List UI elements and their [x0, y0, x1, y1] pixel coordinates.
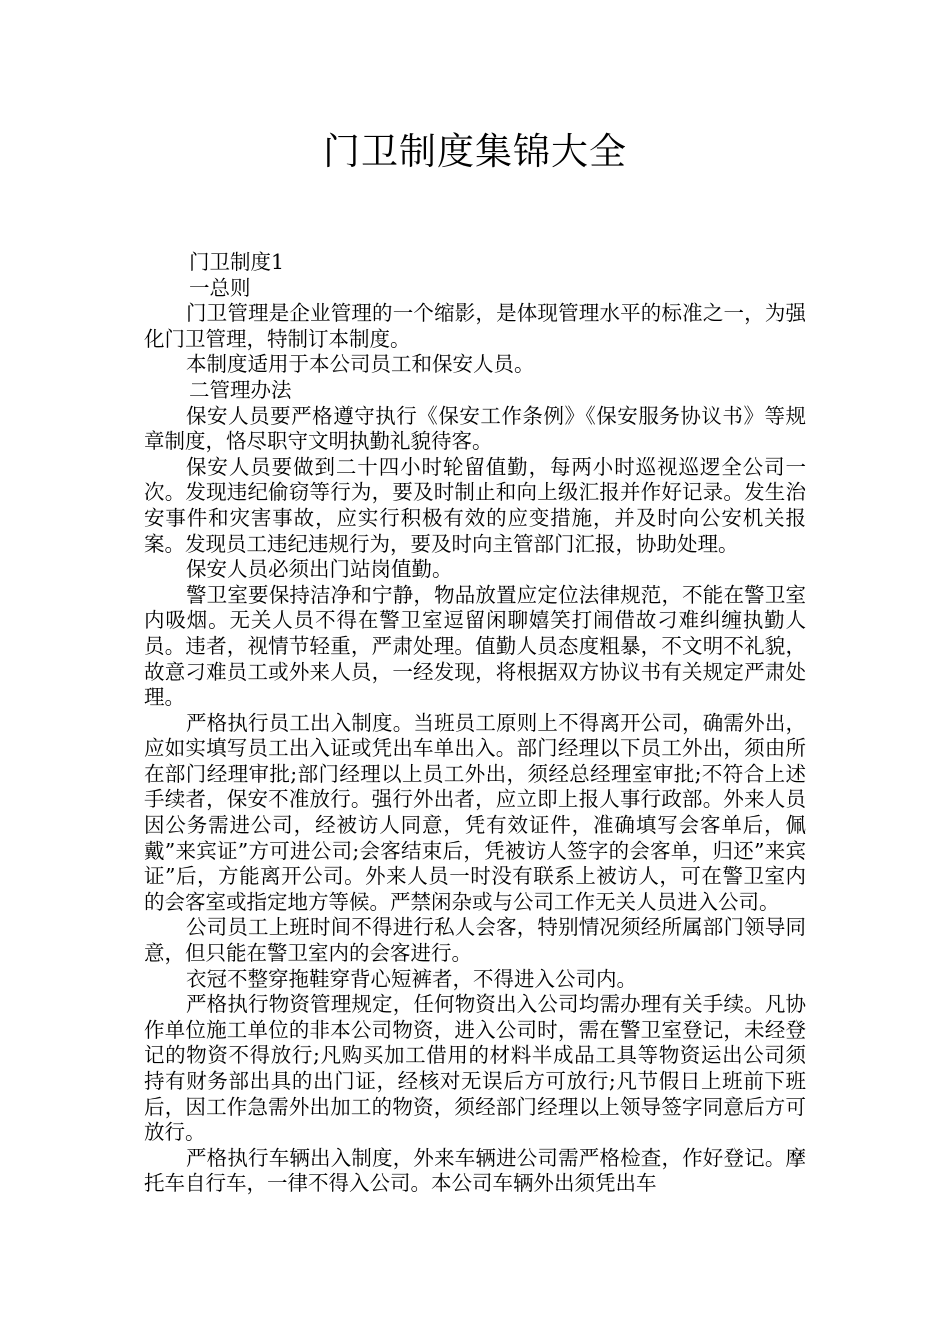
paragraph: 严格执行物资管理规定，任何物资出入公司均需办理有关手续。凡协作单位施工单位的非本公司物资，进入公司时，需在警卫室登记，未经登记的物资不得放行;凡购买加工借用的材料半成品工具等物资运出公司须持有财务部出具的出门证，经核对无误后方可放行;凡节假日上班前下班后，因工作急需外出加工的物资，须经部门经理以上领导签字同意后方可放行。: [144, 992, 806, 1145]
paragraph: 保安人员要做到二十四小时轮留值勤，每两小时巡视巡逻全公司一次。发现违纪偷窃等行为，要及时制止和向上级汇报并作好记录。发生治安事件和灾害事故，应实行积极有效的应变措施，并及时向公安机关报案。发现员工违纪违规行为，要及时向主管部门汇报，协助处理。: [144, 454, 806, 556]
paragraph: 保安人员要严格遵守执行《保安工作条例》《保安服务协议书》等规章制度，恪尽职守文明执勤礼貌待客。: [144, 403, 806, 454]
paragraph: 本制度适用于本公司员工和保安人员。: [186, 352, 535, 377]
paragraph: 严格执行员工出入制度。当班员工原则上不得离开公司，确需外出，应如实填写员工出入证或凭出车单出入。部门经理以下员工外出，须由所在部门经理审批;部门经理以上员工外出，须经总经理室审批;不符合上述手续者，保安不准放行。强行外出者，应立即上报人事行政部。外来人员因公务需进公司，经被访人同意，凭有效证件，准确填写会客单后，佩戴”来宾证”方可进公司;会客结束后，凭被访人签字的会客单，归还”来宾证”后，方能离开公司。外来人员一时没有联系上被访人，可在警卫室内的会客室或指定地方等候。严禁闲杂或与公司工作无关人员进入公司。: [144, 710, 806, 914]
section-label: 门卫制度1: [189, 250, 285, 274]
heading-management-methods: 二管理办法: [189, 377, 292, 402]
paragraph: 公司员工上班时间不得进行私人会客，特别情况须经所属部门领导同意，但只能在警卫室内的会客进行。: [144, 915, 806, 966]
paragraph: 严格执行车辆出入制度，外来车辆进公司需严格检查，作好登记。摩托车自行车，一律不得入公司。本公司车辆外出须凭出车: [144, 1145, 806, 1196]
paragraph: 警卫室要保持洁净和宁静，物品放置应定位法律规范，不能在警卫室内吸烟。无关人员不得在警卫室逗留闲聊嬉笑打闹借故刁难纠缠执勤人员。违者，视情节轻重，严肃处理。值勤人员态度粗暴，不文明不礼貌，故意刁难员工或外来人员，一经发现，将根据双方协议书有关规定严肃处理。: [144, 582, 806, 710]
paragraph: 衣冠不整穿拖鞋穿背心短裤者，不得进入公司内。: [186, 966, 638, 991]
heading-general-principles: 一总则: [189, 275, 251, 300]
document-body: [144, 250, 806, 1197]
document-title: 门卫制度集锦大全: [323, 130, 627, 173]
paragraph: 门卫管理是企业管理的一个缩影，是体现管理水平的标准之一，为强化门卫管理，特制订本制度。: [144, 301, 806, 351]
paragraph: 保安人员必须出门站岗值勤。: [186, 557, 453, 582]
